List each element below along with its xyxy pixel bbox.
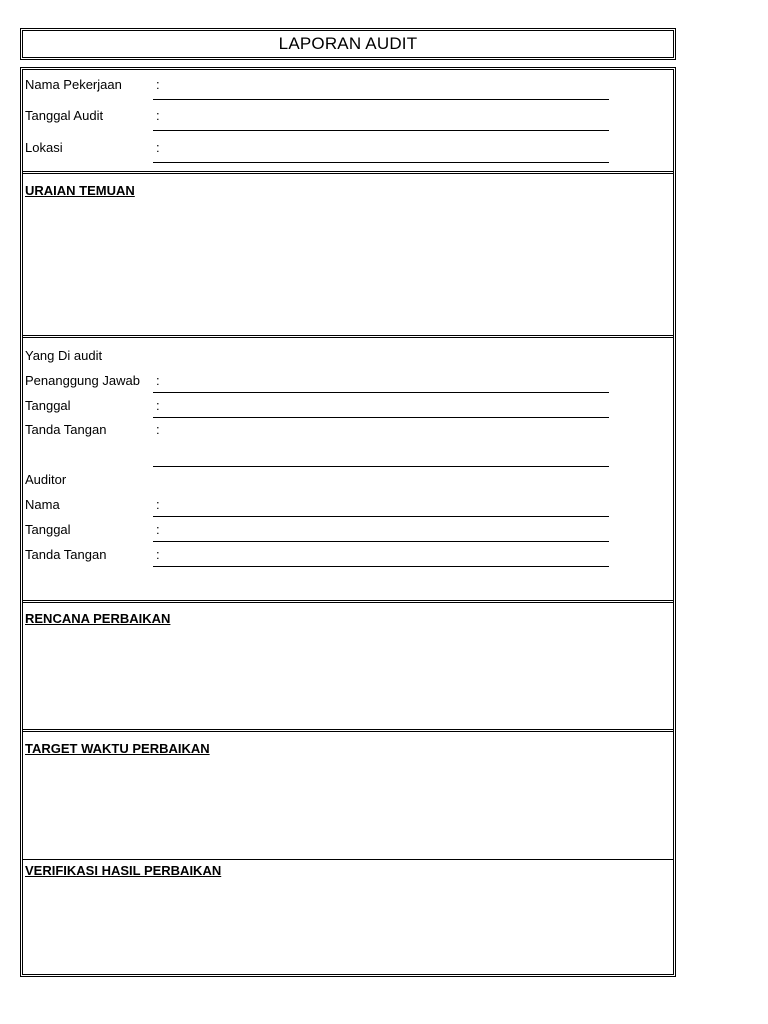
field-colon: : (156, 497, 160, 512)
field-line-lokasi[interactable] (153, 162, 609, 163)
field-colon: : (156, 140, 160, 155)
section-divider (23, 859, 673, 860)
auditee-heading: Yang Di audit (25, 348, 103, 363)
field-label-nama-pekerjaan: Nama Pekerjaan (25, 77, 122, 92)
section-divider (23, 335, 673, 338)
field-colon: : (156, 547, 160, 562)
section-heading-rencana-perbaikan: RENCANA PERBAIKAN (25, 611, 171, 626)
auditor-heading: Auditor (25, 472, 67, 487)
field-colon: : (156, 373, 160, 388)
field-line-tanggal-audit[interactable] (153, 130, 609, 131)
field-label-tanggal-audit: Tanggal Audit (25, 108, 104, 123)
section-heading-target-waktu: TARGET WAKTU PERBAIKAN (25, 741, 210, 756)
form-box (20, 67, 676, 977)
field-colon: : (156, 398, 160, 413)
field-line-penanggung-jawab[interactable] (153, 392, 609, 393)
field-label-nama-auditor: Nama (25, 497, 60, 512)
section-heading-verifikasi: VERIFIKASI HASIL PERBAIKAN (25, 863, 222, 878)
field-colon: : (156, 522, 160, 537)
field-label-tanda-tangan-auditee: Tanda Tangan (25, 422, 107, 437)
signature-line-auditee[interactable] (153, 466, 609, 467)
section-divider (23, 729, 673, 732)
section-heading-uraian-temuan: URAIAN TEMUAN (25, 183, 135, 198)
field-line-nama-auditor[interactable] (153, 516, 609, 517)
field-label-lokasi: Lokasi (25, 140, 63, 155)
section-divider (23, 600, 673, 603)
field-line-tanggal-auditor[interactable] (153, 541, 609, 542)
page-title: LAPORAN AUDIT (278, 34, 418, 53)
field-line-tanggal-auditee[interactable] (153, 417, 609, 418)
title-box (20, 28, 676, 60)
field-colon: : (156, 77, 160, 92)
field-label-tanda-tangan-auditor: Tanda Tangan (25, 547, 107, 562)
section-divider (23, 171, 673, 174)
field-label-tanggal-auditor: Tanggal (25, 522, 71, 537)
field-line-nama-pekerjaan[interactable] (153, 99, 609, 100)
field-colon: : (156, 108, 160, 123)
field-label-tanggal-auditee: Tanggal (25, 398, 71, 413)
signature-line-auditor[interactable] (153, 566, 609, 567)
field-label-penanggung-jawab: Penanggung Jawab (25, 373, 140, 388)
field-colon: : (156, 422, 160, 437)
